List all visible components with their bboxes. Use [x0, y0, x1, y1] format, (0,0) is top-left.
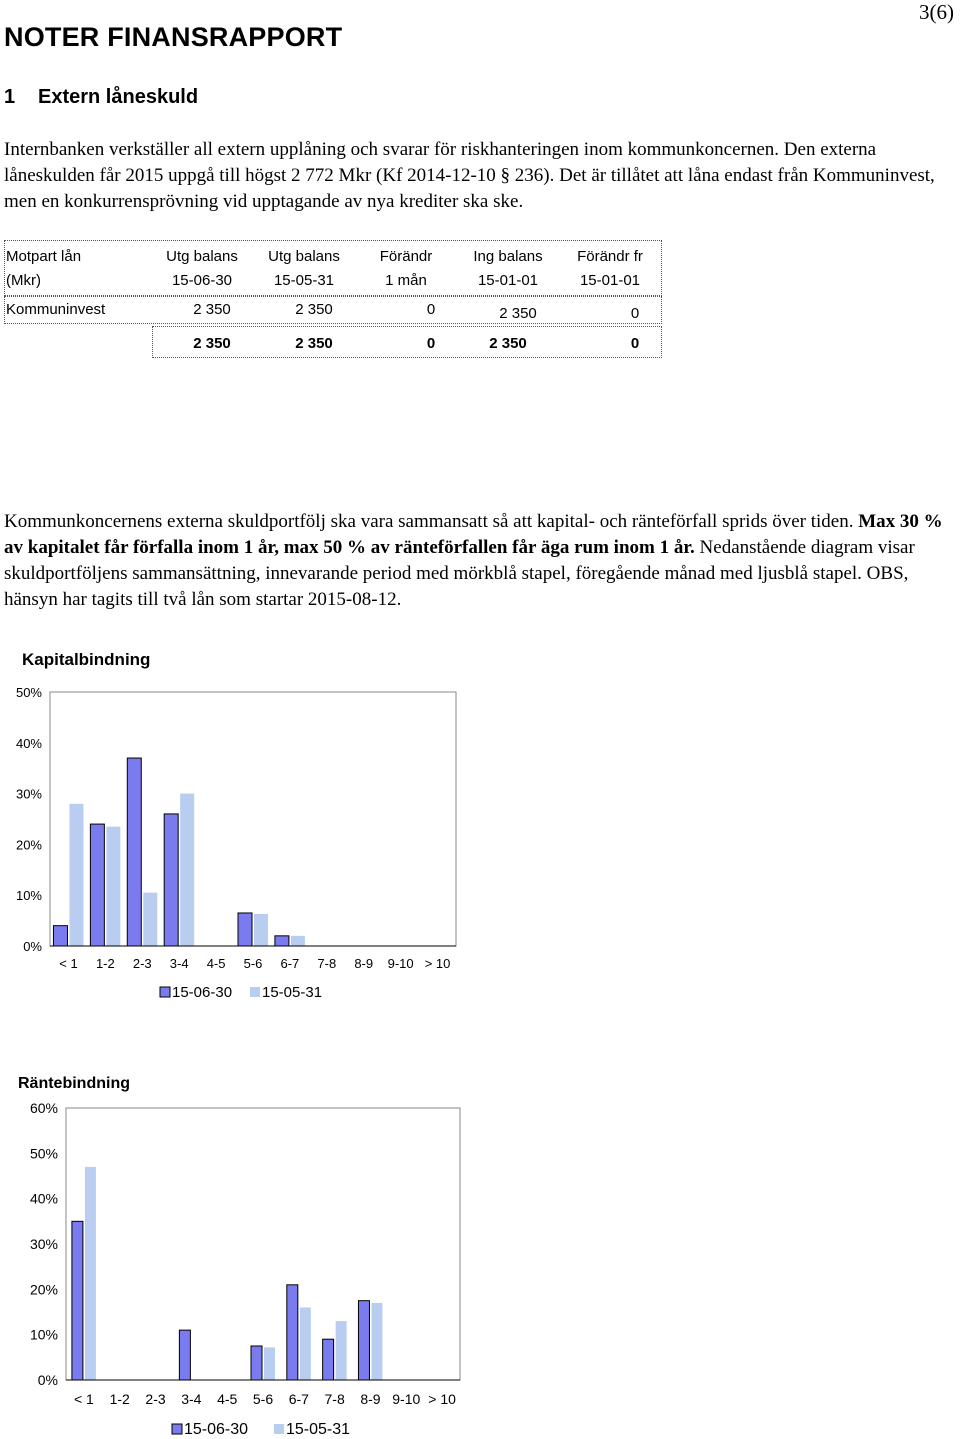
- x-tick-label: 7-8: [324, 1391, 345, 1407]
- chart-title: Räntebindning: [18, 1075, 130, 1092]
- x-tick-label: 8-9: [354, 956, 374, 971]
- x-tick-label: < 1: [73, 1391, 94, 1407]
- header-col-3-line2: 1 mån: [385, 272, 427, 289]
- x-tick-label: 8-9: [360, 1391, 381, 1407]
- x-tick-label: 2-3: [145, 1391, 166, 1407]
- table-cell: 2 350: [295, 301, 333, 318]
- y-tick-label: 10%: [29, 1326, 58, 1343]
- table-cell: 2 350: [499, 305, 537, 322]
- portfolio-paragraph: [4, 509, 954, 613]
- kapitalbindning-chart: [0, 640, 480, 1020]
- bar-15-06-30: [238, 913, 252, 946]
- header-col-1-line1: Utg balans: [166, 248, 238, 265]
- x-tick-label: 3-4: [169, 956, 189, 971]
- y-tick-label: 20%: [15, 837, 42, 853]
- section-heading: [4, 86, 198, 109]
- table-total-cell: 0: [426, 335, 436, 352]
- x-tick-label: < 1: [59, 956, 78, 971]
- legend-label: 15-05-31: [262, 984, 323, 1001]
- bar-15-05-31: [371, 1303, 382, 1380]
- legend-label: 15-06-30: [184, 1421, 249, 1438]
- legend-swatch: [274, 1424, 284, 1434]
- y-tick-label: 0%: [23, 939, 42, 954]
- bar-15-05-31: [85, 1167, 96, 1380]
- bar-15-06-30: [323, 1339, 334, 1380]
- x-tick-label: 5-6: [252, 1391, 274, 1407]
- table-cell: 0: [426, 301, 436, 318]
- plot-area: [66, 1108, 460, 1380]
- header-col-2-line2: 15-05-31: [273, 272, 335, 289]
- x-tick-label: 4-5: [206, 956, 226, 971]
- legend-swatch: [250, 987, 260, 997]
- y-tick-label: 50%: [15, 685, 42, 700]
- table-cell: Kommuninvest: [6, 301, 106, 318]
- x-tick-label: 5-6: [243, 956, 263, 971]
- legend-swatch: [172, 1424, 182, 1434]
- bar-15-06-30: [287, 1285, 298, 1380]
- y-tick-label: 10%: [15, 888, 42, 904]
- x-tick-label: 3-4: [181, 1391, 202, 1407]
- table-total-cell: 2 350: [295, 335, 333, 352]
- x-tick-label: 4-5: [217, 1391, 238, 1407]
- bar-15-06-30: [164, 814, 178, 946]
- header-col-1-line2: 15-06-30: [171, 272, 233, 289]
- x-tick-label: > 10: [428, 1391, 456, 1407]
- bar-15-06-30: [275, 936, 289, 946]
- legend-swatch: [160, 987, 170, 997]
- x-tick-label: 6-7: [280, 956, 300, 971]
- bar-15-06-30: [72, 1221, 83, 1380]
- loan-table: [4, 240, 664, 360]
- header-col-4-line1: Ing balans: [473, 248, 543, 265]
- x-tick-label: 6-7: [288, 1391, 309, 1407]
- bar-15-06-30: [251, 1346, 262, 1380]
- bar-15-06-30: [53, 926, 67, 946]
- table-cell: 2 350: [193, 301, 231, 318]
- rantebindning-chart: [0, 1062, 480, 1439]
- bar-15-05-31: [300, 1307, 311, 1380]
- header-col-4-line2: 15-01-01: [477, 272, 539, 289]
- page-number: 3(6): [919, 0, 954, 24]
- portfolio-text-2: Nedanstående diagram visar skuldportföljens sammansättning, innevarande period med mörkblå stapel, föregående månad med ljusblå stapel. OBS, hänsyn har tagits till två lån som startar 2015-08-12.: [4, 537, 915, 610]
- header-col-0-line1: Motpart lån: [6, 248, 82, 265]
- bar-15-05-31: [264, 1347, 275, 1380]
- bar-15-05-31: [291, 936, 305, 946]
- y-tick-label: 20%: [29, 1281, 58, 1298]
- x-tick-label: 9-10: [387, 956, 414, 971]
- y-tick-label: 50%: [29, 1145, 58, 1162]
- x-tick-label: 1-2: [109, 1391, 130, 1407]
- table-total-cell: 0: [630, 335, 640, 352]
- header-col-2-line1: Utg balans: [268, 248, 340, 265]
- bar-15-05-31: [106, 827, 120, 946]
- x-tick-label: > 10: [424, 956, 451, 971]
- header-col-5-line2: 15-01-01: [579, 272, 641, 289]
- bar-15-05-31: [180, 794, 194, 946]
- bar-15-06-30: [179, 1330, 190, 1380]
- header-col-0-line2: (Mkr): [6, 272, 41, 289]
- y-tick-label: 0%: [37, 1372, 58, 1388]
- table-total-cell: 2 350: [489, 335, 527, 352]
- bar-15-05-31: [69, 804, 83, 946]
- x-tick-label: 2-3: [132, 956, 152, 971]
- table-cell: 0: [630, 305, 640, 322]
- bar-15-06-30: [127, 758, 141, 946]
- bar-15-06-30: [358, 1301, 369, 1380]
- section-title: Extern låneskuld: [38, 86, 199, 108]
- bar-15-05-31: [254, 914, 268, 946]
- header-col-3-line1: Förändr: [379, 248, 433, 265]
- x-tick-label: 7-8: [317, 956, 337, 971]
- bar-15-05-31: [143, 893, 157, 946]
- legend-label: 15-06-30: [172, 984, 233, 1001]
- y-tick-label: 40%: [15, 735, 42, 751]
- chart-title: Kapitalbindning: [22, 650, 151, 669]
- table-total-cell: 2 350: [193, 335, 231, 352]
- portfolio-text-1: Kommunkoncernens externa skuldportfölj ska vara sammansatt så att kapital- och ränteförfall sprids över tiden.: [4, 511, 859, 532]
- portfolio-limit-text: Max 30 % av kapitalet får förfalla inom 1 år, max 50 % av ränteförfallen får äga rum inom 1 år.: [4, 511, 943, 558]
- page-title: NOTER FINANSRAPPORT: [4, 22, 343, 52]
- y-tick-label: 60%: [29, 1100, 58, 1116]
- x-tick-label: 9-10: [392, 1391, 421, 1407]
- section-number: 1: [4, 86, 16, 108]
- y-tick-label: 30%: [29, 1236, 58, 1252]
- x-tick-label: 1-2: [95, 956, 115, 971]
- legend-label: 15-05-31: [286, 1421, 351, 1438]
- y-tick-label: 40%: [29, 1190, 58, 1207]
- y-tick-label: 30%: [15, 786, 42, 802]
- bar-15-05-31: [336, 1321, 347, 1380]
- bar-15-06-30: [90, 824, 104, 946]
- intro-paragraph: Internbanken verkställer all extern upplåning och svarar för riskhanteringen inom kommunkoncernen. Den externa låneskulden får 2015 uppgå till högst 2 772 Mkr (Kf 2014-12-10 § 236). Det är tillåtet att låna endast från Kommuninvest, men en konkurrensprövning vid upptagande av nya krediter ska ske.: [4, 139, 935, 212]
- header-col-5-line1: Förändr fr: [577, 248, 643, 265]
